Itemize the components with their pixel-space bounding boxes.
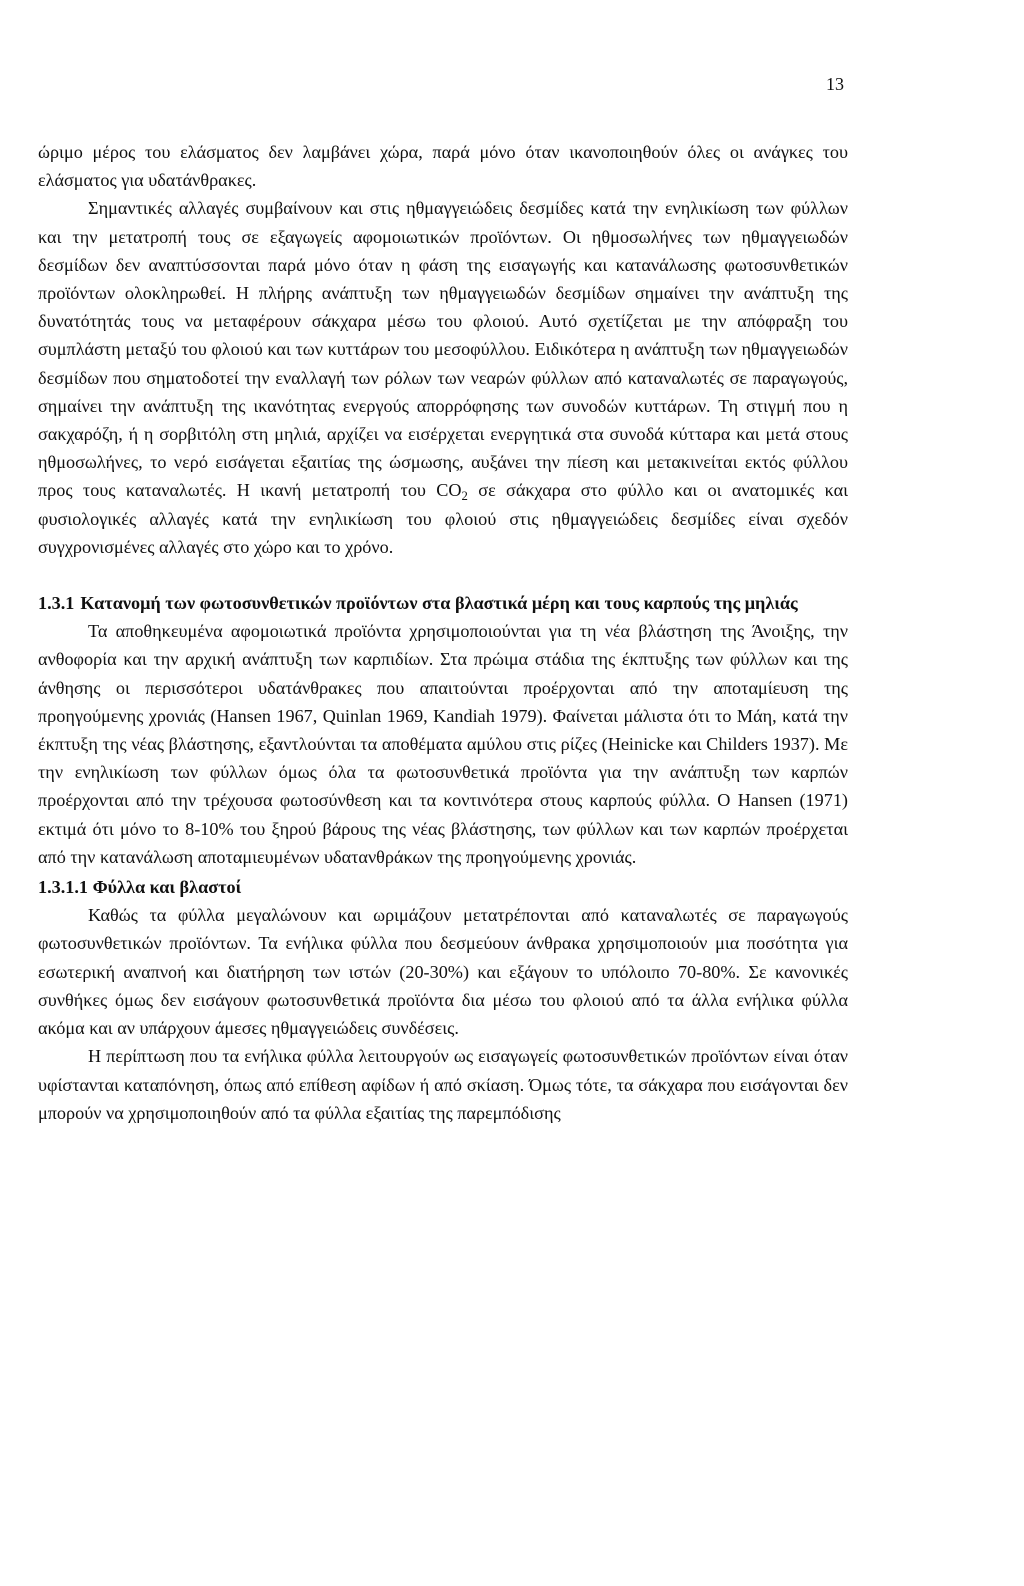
section-number: 1.3.1 [38, 593, 75, 614]
paragraph-text-end: σε σάκχαρα στο φύλλο και οι ανατομικές και φυσιολογικές αλλαγές κατά την ενηλικίωση του φλοιού στις ηθμαγγειώδεις δεσμίδες είναι σχεδόν συγχρονισμένες αλλαγές στο χώρο και το χρόνο. [38, 480, 849, 557]
paragraph-continuation: ώριμο μέρος του ελάσματος δεν λαμβάνει χώρα, παρά μόνο όταν ικανοποιηθούν όλες οι ανάγκες του ελάσματος για υδατάνθρακες. [38, 142, 848, 191]
subsection-number: 1.3.1.1 [38, 877, 89, 898]
section-title: Κατανομή των φωτοσυνθετικών προϊόντων στα βλαστικά μέρη και τους καρπούς της μηλιάς [80, 593, 798, 614]
section-heading-1-3-1-1 [38, 873, 848, 901]
paragraph-importing-leaves: Η περίπτωση που τα ενήλικα φύλλα λειτουργούν ως εισαγωγείς φωτοσυνθετικών προϊόντων είναι όταν υφίστανται καταπόνηση, όπως από επίθεση αφίδων ή από σκίαση. Όμως τότε, τα σάκχαρα που εισάγονται δεν μπορούν να χρησιμοποιηθούν από τα φύλλα εξαιτίας της παρεμπόδισης [38, 1046, 848, 1123]
page-number: 13 [826, 74, 844, 94]
paragraph-phloem-development [38, 194, 848, 561]
subsection-title: Φύλλα και βλαστοί [92, 877, 242, 898]
co2-formula: $CO_2$ [436, 480, 468, 504]
paragraph-stored-assimilates: Τα αποθηκευμένα αφομοιωτικά προϊόντα χρησιμοποιούνται για τη νέα βλάστηση της Άνοιξης, την ανθοφορία και την αρχική ανάπτυξη των καρπιδίων. Στα πρώιμα στάδια της έκπτυξης των φύλλων και της άνθησης οι περισσότεροι υδατάνθρακες που απαιτούνται προέρχονται από την αποταμίευση της προηγούμενης χρονιάς (Hansen 1967, Quinlan 1969, Kandiah 1979). Φαίνεται μάλιστα ότι το Μάη, κατά την έκπτυξη της νέας βλάστησης, εξαντλούνται τα αποθέματα αμύλου στις ρίζες (Heinicke και Childers 1937). Με την ενηλικίωση των φύλλων όμως όλα τα φωτοσυνθετικά προϊόντα για την ανάπτυξη των καρπών προέρχονται από την τρέχουσα φωτοσύνθεση και τα κοντινότερα στους καρπούς φύλλα. Ο Hansen (1971) εκτιμά ότι μόνο το 8-10% του ξηρού βάρους της νέας βλάστησης, των φύλλων και των καρπών προέρχεται από την κατανάλωση αποταμιευμένων υδατανθράκων της προηγούμενης χρονιάς. [38, 621, 848, 867]
paragraph-leaves-shoots: Καθώς τα φύλλα μεγαλώνουν και ωριμάζουν μετατρέπονται από καταναλωτές σε παραγωγούς φωτοσυνθετικών προϊόντων. Τα ενήλικα φύλλα που δεσμεύουν άνθρακα χρησιμοποιούν μια ποσότητα για εσωτερική αναπνοή και διατήρηση των ιστών (20-30%) και εξάγουν το υπόλοιπο 70-80%. Σε κανονικές συνθήκες όμως δεν εισάγουν φωτοσυνθετικά προϊόντα δια μέσω του φλοιού από τα άλλα ενήλικα φύλλα ακόμα και αν υπάρχουν άμεσες ηθμαγγειώδεις συνδέσεις. [38, 905, 848, 1039]
paragraph-text: Σημαντικές αλλαγές συμβαίνουν και στις ηθμαγγειώδεις δεσμίδες κατά την ενηλικίωση των φύλλων και την μετατροπή τους σε εξαγωγείς αφομοιωτικών προϊόντων. Οι ηθμοσωλήνες των ηθμαγγειωδών δεσμίδων δεν αναπτύσσονται παρά μόνο όταν η φάση της εισαγωγής και κατανάλωσης φωτοσυνθετικών προϊόντων ολοκληρωθεί. Η πλήρης ανάπτυξη των ηθμαγγειωδών δεσμίδων σημαίνει την ανάπτυξη της δυνατότητάς τους να μεταφέρουν σάκχαρα μέσω του φλοιού. Αυτό σχετίζεται με την απόφραξη του συμπλάστη μεταξύ του φλοιού και των κυττάρων του μεσοφύλλου. Ειδικότερα η ανάπτυξη των ηθμαγγειωδών δεσμίδων που σηματοδοτεί την εναλλαγή των ρόλων των νεαρών φύλλων από καταναλωτές σε παραγωγούς, σημαίνει την ανάπτυξη της ικανότητας ενεργούς απορρόφησης των συνοδών κυττάρων. Τη στιγμή που η σακχαρόζη, ή η σορβιτόλη στη μηλιά, αρχίζει να εισέρχεται ενεργητικά στα συνοδά κύτταρα και μετά στους ηθμοσωλήνες, το νερό εισάγεται εξαιτίας της ώσμωσης, αυξάνει την πίεση και μετακινείται εκτός φύλλου προς τους καταναλωτές. Η ικανή μετατροπή του [38, 198, 848, 501]
document-body [38, 138, 848, 1127]
section-heading-1-3-1 [38, 589, 848, 617]
